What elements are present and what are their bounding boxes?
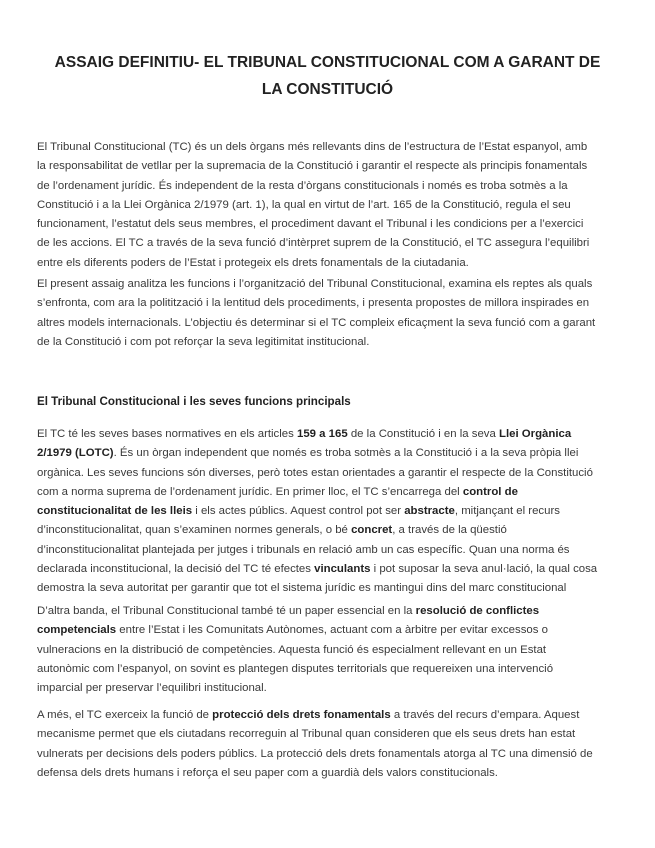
text-segment: . És un òrgan independent que només es troba sotmès a la Constitució i a la seva pròpia llei bbox=[113, 447, 579, 460]
text-segment: d’inconstitucionalitat plantejada per jutges i tribunals en relació amb un cas específic. Quan una norma és bbox=[37, 543, 570, 556]
text-line bbox=[37, 464, 637, 483]
text-line bbox=[37, 157, 637, 176]
text-line bbox=[37, 679, 637, 698]
bold-text: protecció dels drets fonamentals bbox=[212, 709, 391, 721]
bold-text: resolució de conflictes bbox=[415, 605, 540, 617]
text-segment: s’enfronta, com ara la politització i la lentitud dels procediments, i presenta propostes de millora inspirades en bbox=[37, 297, 590, 310]
text-segment: declarada inconstitucional, la decisió del TC té efectes bbox=[37, 563, 315, 576]
text-segment: imparcial per preservar l’equilibri institucional. bbox=[37, 682, 267, 695]
bold-text: Llei Orgànica bbox=[499, 428, 572, 440]
text-line bbox=[37, 177, 637, 196]
bold-text: abstracte bbox=[404, 505, 455, 518]
bold-text: control de bbox=[462, 485, 518, 498]
text-segment: de la Constitució i com pot reforçar la seva legitimitat institucional. bbox=[37, 335, 370, 348]
bold-text: 159 a 165 bbox=[296, 428, 348, 440]
text-line bbox=[37, 444, 637, 463]
bold-text: vinculants bbox=[314, 563, 371, 576]
text-segment: entre els diferents poders de l’Estat i protegeix els drets fonamentals de la ciutadania. bbox=[37, 256, 469, 269]
paragraph-competence-conflicts bbox=[37, 602, 637, 698]
text-line bbox=[37, 196, 637, 215]
text-line bbox=[37, 254, 637, 273]
text-line bbox=[37, 621, 637, 640]
text-segment: demostra la seva autoritat per garantir que tot el sistema jurídic es mantingui dins del marc constitucional bbox=[37, 582, 567, 595]
text-segment: altres models internacionals. L’objectiu és determinar si el TC compleix eficaçment la seva funció com a garant bbox=[37, 316, 596, 329]
text-line bbox=[37, 764, 637, 783]
text-segment: El TC té les seves bases normatives en els articles bbox=[37, 428, 297, 440]
text-line bbox=[37, 502, 637, 521]
text-line bbox=[37, 234, 637, 253]
text-segment: funcionament, l’estatut dels seus membres, el procediment davant el Tribunal i les condicions per a l’exercici bbox=[37, 218, 584, 231]
text-line bbox=[37, 215, 637, 234]
text-line bbox=[37, 294, 637, 313]
text-segment: D’altra banda, el Tribunal Constitucional també té un paper essencial en la bbox=[37, 605, 416, 617]
paragraph-normative-bases bbox=[37, 425, 637, 599]
text-line bbox=[37, 641, 637, 660]
text-line bbox=[37, 521, 637, 540]
text-line bbox=[37, 579, 637, 598]
paragraph-objective bbox=[37, 275, 637, 352]
text-segment: A més, el TC exerceix la funció de bbox=[37, 709, 213, 721]
text-segment: , a través de la qüestió bbox=[392, 524, 507, 537]
text-segment: com a norma suprema de l’ordenament jurídic. En primer lloc, el TC s’encarrega del bbox=[37, 485, 463, 498]
title-line: LA CONSTITUCIÓ bbox=[261, 81, 394, 98]
text-segment: la responsabilitat de vetllar per la supremacia de la Constitució i garantir el respecte als principis fonamentals bbox=[37, 160, 588, 173]
paragraph-intro bbox=[37, 138, 637, 273]
text-segment: i pot suposar la seva anul·lació, la qual cosa bbox=[370, 563, 598, 576]
bold-text: 2/1979 (LOTC) bbox=[37, 447, 114, 460]
text-segment: autonòmic com l’espanyol, on sovint es plantegen disputes territorials que requereixen una intervenció bbox=[37, 662, 554, 675]
text-segment: defensa dels drets humans i reforça el seu paper com a guardià dels valors constitucionals. bbox=[37, 766, 498, 779]
text-line bbox=[37, 541, 637, 560]
text-line bbox=[37, 333, 637, 352]
text-segment: orgànica. Les seves funcions són diverses, però totes estan orientades a garantir el respecte de la Constitució bbox=[37, 466, 593, 479]
text-segment: a través del recurs d’empara. Aquest bbox=[390, 709, 580, 721]
text-line bbox=[37, 483, 637, 502]
text-segment: vulnerats per decisions dels poders públics. La protecció dels drets fonamentals atorga al TC una dimensió de bbox=[37, 747, 593, 760]
paragraph-fundamental-rights bbox=[37, 706, 637, 783]
text-line bbox=[37, 138, 637, 157]
text-segment: El present assaig analitza les funcions i l’organització del Tribunal Constitucional, examina els reptes als quals bbox=[37, 278, 593, 290]
text-segment: vulneracions en la distribució de competències. Aquesta funció és especialment rellevant en un Estat bbox=[37, 643, 547, 656]
text-segment: entre l’Estat i les Comunitats Autònomes, actuant com a àrbitre per evitar excessos o bbox=[116, 624, 548, 637]
text-segment: El Tribunal Constitucional (TC) és un dels òrgans més rellevants dins de l’estructura de l’Estat espanyol, amb bbox=[37, 141, 588, 153]
bold-text: concret bbox=[351, 524, 393, 537]
text-line bbox=[37, 660, 637, 679]
title-line: ASSAIG DEFINITIU- EL TRIBUNAL CONSTITUCIONAL COM A GARANT DE bbox=[54, 54, 601, 71]
text-line bbox=[37, 706, 637, 725]
text-line bbox=[37, 275, 637, 294]
bold-text: constitucionalitat de les lleis bbox=[37, 505, 193, 518]
text-line bbox=[37, 725, 637, 744]
text-segment: de l’ordenament jurídic. És independent de la resta d’òrgans constitucionals i només es troba sotmès a la bbox=[37, 179, 568, 192]
text-segment: de les accions. El TC a través de la seva funció d’intèrpret suprem de la Constitució, el TC assegura l’equilibri bbox=[37, 237, 590, 250]
text-segment: , mitjançant el recurs bbox=[454, 505, 560, 518]
text-segment: de la Constitució i en la seva bbox=[347, 428, 499, 440]
document-title bbox=[20, 49, 635, 103]
text-line bbox=[37, 602, 637, 621]
bold-text: competencials bbox=[37, 624, 117, 637]
text-segment: Constitució i a la Llei Orgànica 2/1979 (art. 1), la qual en virtut de l’art. 165 de la Constitució, regula el seu bbox=[37, 198, 571, 211]
text-line bbox=[37, 745, 637, 764]
text-segment: mecanisme permet que els ciutadans recorreguin al Tribunal quan consideren que els seus drets han estat bbox=[37, 728, 576, 741]
text-line bbox=[37, 314, 637, 333]
text-line bbox=[37, 425, 637, 444]
section-heading: El Tribunal Constitucional i les seves funcions principals bbox=[37, 395, 351, 408]
text-segment: d’inconstitucionalitat, quan s’examinen normes generals, o bé bbox=[37, 524, 352, 537]
text-segment: i els actes públics. Aquest control pot ser bbox=[192, 505, 405, 518]
text-line bbox=[37, 560, 637, 579]
